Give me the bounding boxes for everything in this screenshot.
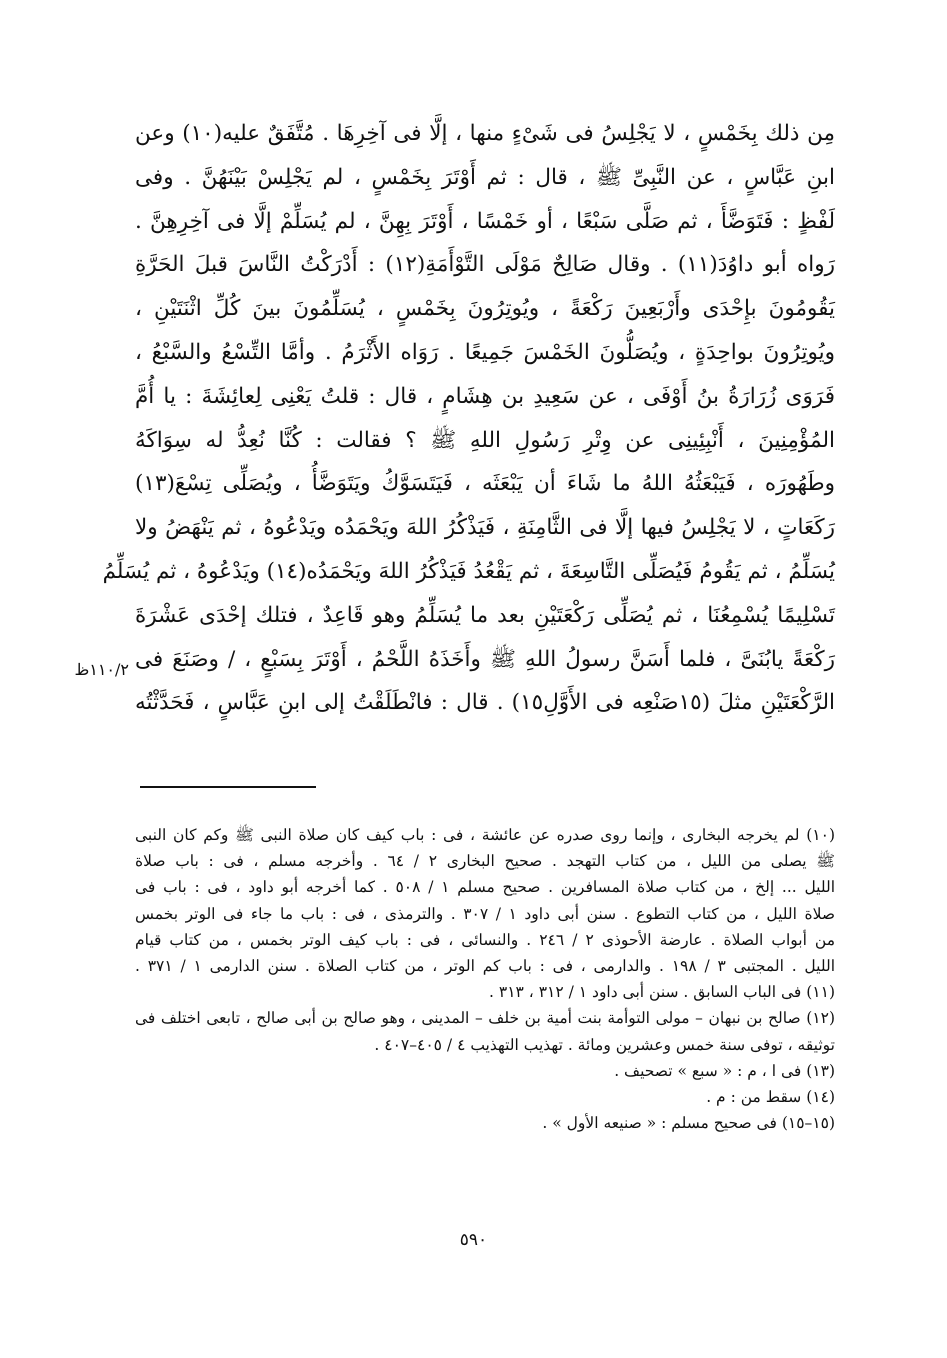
- text-line: لَفْظٍ : فَتَوَضَّأَ ، ثم صَلَّى سَبْعًا ، أو خَمْسًا ، أَوْتَرَ بِهِنَّ ، لم يُسَلِّمْ إلَّا فى آخِرِهِنَّ .: [135, 208, 835, 234]
- footnote-line: توثيقه ، توفى سنة خمس وعشرين ومائة . تهذيب التهذيب ٤ / ٤٠٥–٤٠٧ .: [374, 1035, 835, 1054]
- text-line: الرَّكْعَتَيْنِ مثلَ (١٥صَنْعِه فى الأَوَّلِ١٥) . قال : فانْطَلَقْتُ إلى ابنِ عَبَّاسٍ ، فَحَدَّثْتُه: [135, 690, 835, 716]
- manuscript-folio-note: ١١٠/٢ظ: [74, 660, 129, 679]
- text-line: وطَهُورَه ، فَيَبْعَثُهُ اللهُ ما شَاءَ أن يَبْعَثَه ، فَيَتَسَوَّكُ ويَتَوَضَّأُ ، ويُصَلِّى تِسْعَ(١٣): [135, 471, 835, 497]
- text-line: يَقُومُونَ بإِحْدَى وأَرْبَعِينَ رَكْعَةً ، ويُوتِرُونَ بِخَمْسٍ ، يُسَلِّمُونَ بينَ كُلِّ اثْنَتَيْنِ ،: [135, 296, 835, 322]
- text-line: ابنِ عَبَّاسٍ ، عن النَّبِىِّ ﷺ ، قال : ثم أَوْتَرَ بِخَمْسٍ ، لم يَجْلِسْ بَيْنَهُنَّ . وفى: [135, 164, 835, 190]
- text-line: المُؤْمِنِينَ ، أَنْبِئِينِى عن وِتْرِ رَسُولِ اللهِ ﷺ ؟ فقالت : كُنَّا نُعِدُّ له سِوَاكَهُ: [135, 427, 835, 453]
- footnote-line: صلاة الليل ، من كتاب التطوع . سنن أبى داود ١ / ٣٠٧ . والترمذى ، فى : باب ما جاء فى الوتر بخمس: [135, 904, 835, 923]
- footnotes: [135, 822, 835, 1136]
- text-line: فَرَوَى زُرَارَةُ بنُ أَوْفَى ، عن سَعِيدِ بن هِشَامٍ ، قال : قلتُ يَعْنِى لِعائِشَةَ : يا أُمَّ: [135, 383, 835, 409]
- text-line: مِن ذلك بِخَمْسٍ ، لا يَجْلِسُ فى شَىْءٍ منها ، إلَّا فى آخِرِهَا . مُتَّفَقٌ عليه(١٠) وعن: [135, 121, 835, 146]
- footnote-line: الليل ... إلخ ، من كتاب صلاة المسافرين . صحيح مسلم ١ / ٥٠٨ . كما أخرجه أبو داود ، فى : باب فى: [135, 878, 836, 897]
- footnote-line: الليل . المجتبى ٣ / ١٩٨ . والدارمى ، فى : باب كم الوتر ، من كتاب الصلاة . سنن الدارمى ١ / ٣٧١ .: [135, 956, 836, 975]
- footnote-separator: [140, 786, 316, 788]
- text-line: تَسْلِيمًا يُسْمِعُنَا ، ثم يُصَلِّى رَكْعَتَيْنِ بعد ما يُسَلِّمُ وهو قَاعِدٌ ، فتلك إحْدَى عَشْرَةَ: [135, 602, 835, 628]
- text-line: رَكْعَةً يابُنَىَّ ، فلما أَسَنَّ رسولُ اللهِ ﷺ وأَخَذَهُ اللَّحْمُ ، أَوْتَرَ بِسَبْعٍ ، / وصَنَعَ فى: [135, 646, 835, 672]
- text-line: ويُوتِرُونَ بواحِدَةٍ ، ويُصَلُّونَ الخَمْسَ جَمِيعًا . رَوَاه الأَثْرَمُ . وأمَّا التِّسْعُ والسَّبْعُ ،: [135, 339, 835, 365]
- footnote-line: (١٥–١٥) فى صحيح مسلم : « صنيعه الأول » .: [542, 1114, 835, 1133]
- text-line: رَكَعَاتٍ ، لا يَجْلِسُ فيها إلَّا فى الثَّامِنَةِ ، فَيَذْكُرُ اللهَ ويَحْمَدُه ويَدْعُوهُ ، ثم يَنْهَضُ ولا: [135, 515, 835, 541]
- footnote-line: ﷺ يصلى من الليل ، من كتاب التهجد . صحيح البخارى ٢ / ٦٤ . وأخرجه مسلم ، فى : باب صلاة: [135, 852, 836, 871]
- text-line: يُسَلِّمُ ، ثم يَقُومُ فَيُصَلِّى التَّاسِعَةَ ، ثم يَقْعُدُ فَيَذْكُرُ اللهَ ويَحْمَدُه(١٤) ويَدْعُوهُ ، ثم يُسَلِّمُ: [102, 558, 835, 584]
- footnote-line: (١٠) لم يخرجه البخارى ، وإنما روى صدره عن عائشة ، فى : باب كيف كان صلاة النبى ﷺ وكم كان النبى: [135, 826, 835, 844]
- footnote-line: (١٤) سقط من : م .: [706, 1087, 835, 1106]
- text-line: رَواه أبو داوُدَ(١١) . وقال صَالِحٌ مَوْلَى التَّوْأَمَةِ(١٢) : أَدْرَكْتُ النَّاسَ قبلَ الحَرَّةِ: [135, 252, 835, 278]
- page-number: ٥٩٠: [459, 1230, 488, 1250]
- footnote-line: من أبواب الصلاة . عارضة الأحوذى ٢ / ٢٤٦ . والنسائى ، فى : باب كيف الوتر بخمس ، من كتاب قيام: [135, 930, 836, 949]
- footnote-line: (١٢) صالح بن نبهان – مولى التوأمة بنت أمية بن خلف – المدينى ، وهو صالح بن أبى صالح ، تابعى اختلف فى: [135, 1009, 835, 1028]
- footnote-line: (١١) فى الباب السابق . سنن أبى داود ١ / ٣١٢ ، ٣١٣ .: [489, 983, 835, 1002]
- footnote-line: (١٣) فى ا ، م : « سبع » تصحيف .: [614, 1061, 835, 1080]
- main-text: [102, 112, 835, 725]
